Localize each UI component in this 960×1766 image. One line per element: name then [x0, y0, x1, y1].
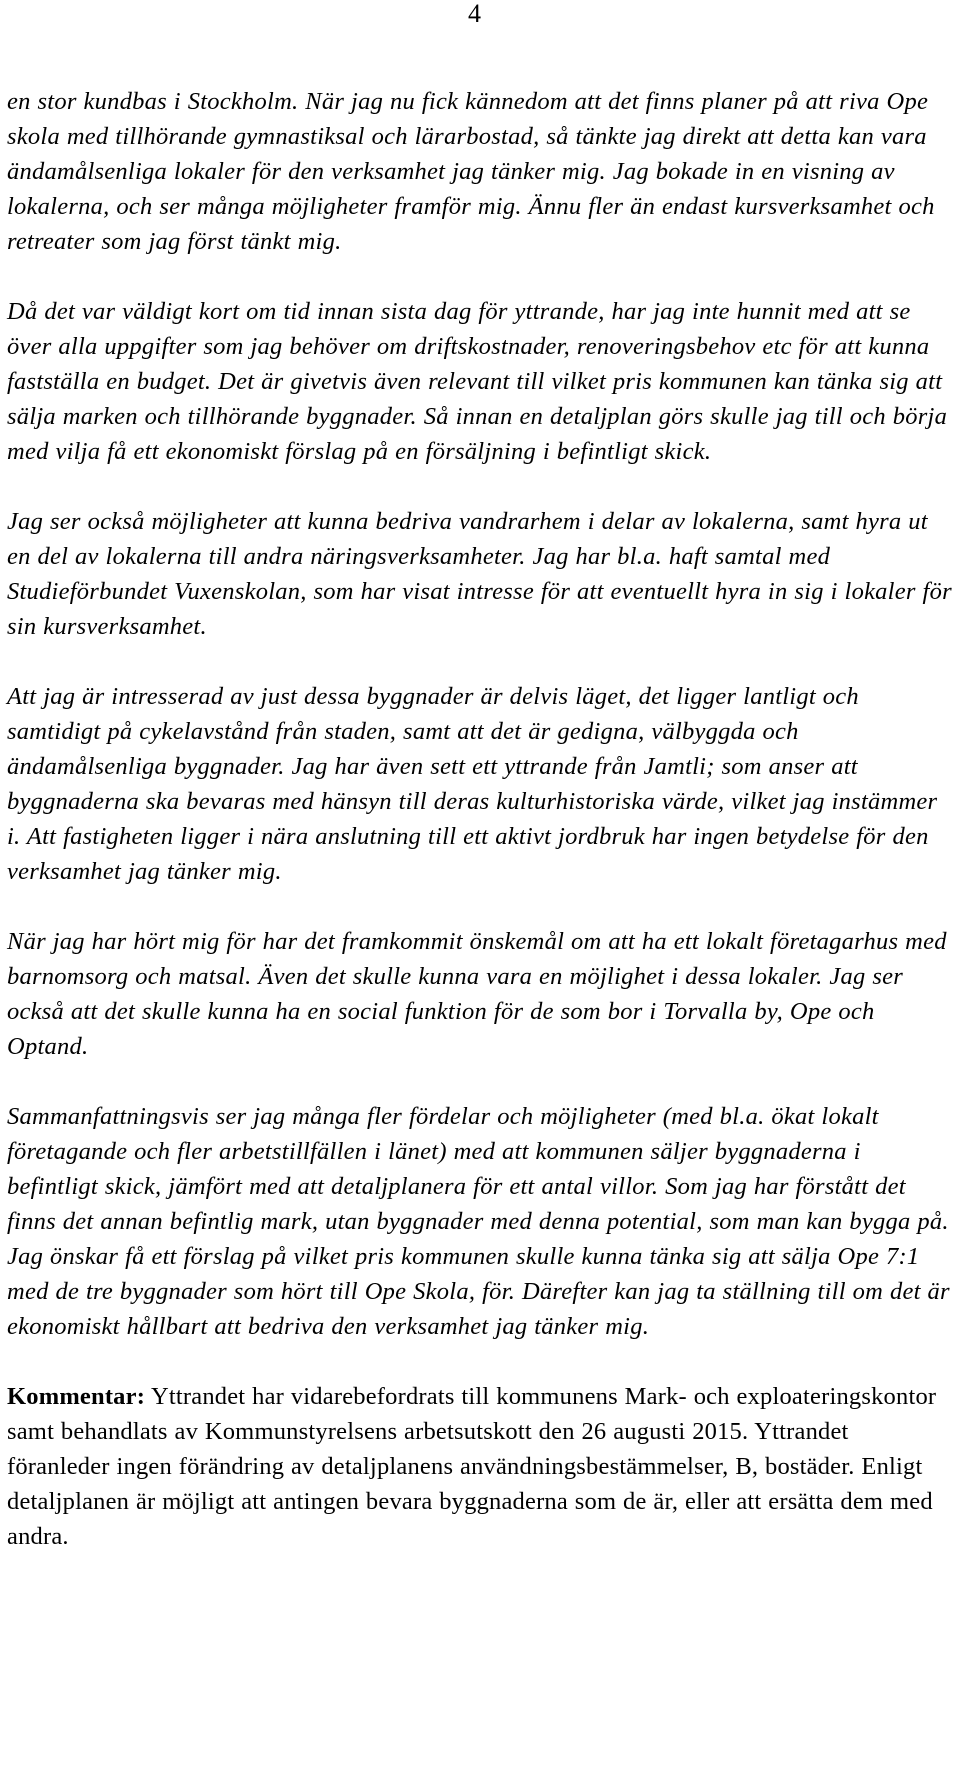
comment-text: Yttrandet har vidarebefordrats till kommunens Mark- och exploateringskontor samt behandlats av Kommunstyrelsens arbetsutskott den 26 augusti 2015. Yttrandet föranleder ingen förändring av detaljplanens användningsbestämmelser, B, bostäder. Enligt detaljplanen är möjligt att antingen bevara byggnaderna som de är, eller att ersätta dem med andra. — [7, 1383, 937, 1550]
paragraph-business-house: När jag har hört mig för har det framkommit önskemål om att ha ett lokalt företagarhus med barnomsorg och matsal. Även det skulle kunna vara en möjlighet i dessa lokaler. Jag ser också att det skulle kunna ha en social funktion för de som bor i Torvalla by, Ope och Optand. — [7, 928, 947, 1060]
paragraph-summary: Sammanfattningsvis ser jag många fler fördelar och möjligheter (med bl.a. ökat lokalt företagande och fler arbetstillfällen i länet) med att kommunen säljer byggnaderna i befintligt skick, jämfört med att detaljplanera för ett antal villor. Som jag har förstått det finns det annan befintlig mark, utan byggnader med denna potential, som man kan bygga på. Jag önskar få ett förslag på vilket pris kommunen skulle kunna tänka sig att sälja Ope 7:1 med de tre byggnader som hört till Ope Skola, för. Därefter kan jag ta ställning till om det är ekonomiskt hållbart att bedriva den verksamhet jag tänker mig. — [7, 1103, 950, 1340]
paragraph-location: Att jag är intresserad av just dessa byggnader är delvis läget, det ligger lantligt och samtidigt på cykelavstånd från staden, samt att det är gedigna, välbyggda och ändamålsenliga byggnader. Jag har även sett ett yttrande från Jamtli; som anser att byggnaderna ska bevaras med hänsyn till deras kulturhistoriska värde, vilket jag instämmer i. Att fastigheten ligger i nära anslutning till ett aktivt jordbruk har ingen betydelse för den verksamhet jag tänker mig. — [7, 683, 938, 885]
paragraph-budget: Då det var väldigt kort om tid innan sista dag för yttrande, har jag inte hunnit med att se över alla uppgifter som jag behöver om driftskostnader, renoveringsbehov etc för att kunna fastställa en budget. Det är givetvis även relevant till vilket pris kommunen kan tänka sig att sälja marken och tillhörande byggnader. Så innan en detaljplan görs skulle jag till och börja med vilja få ett ekonomiskt förslag på en försäljning i befintligt skick. — [7, 298, 948, 465]
comment-paragraph — [7, 1379, 952, 1554]
paragraph-hostel: Jag ser också möjligheter att kunna bedriva vandrarhem i delar av lokalerna, samt hyra ut en del av lokalerna till andra näringsverksamheter. Jag har bl.a. haft samtal med Studieförbundet Vuxenskolan, som har visat intresse för att eventuellt hyra in sig i lokaler för sin kursverksamhet. — [7, 508, 952, 640]
document-body — [7, 84, 952, 1554]
comment-label: Kommentar: — [7, 1383, 146, 1410]
page-number: 4 — [468, 0, 481, 28]
paragraph-customer-base: en stor kundbas i Stockholm. När jag nu fick kännedom att det finns planer på att riva Ope skola med tillhörande gymnastiksal och lärarbostad, så tänkte jag direkt att detta kan vara ändamålsenliga lokaler för den verksamhet jag tänker mig. Jag bokade in en visning av lokalerna, och ser många möjligheter framför mig. Ännu fler än endast kursverksamhet och retreater som jag först tänkt mig. — [7, 88, 935, 255]
